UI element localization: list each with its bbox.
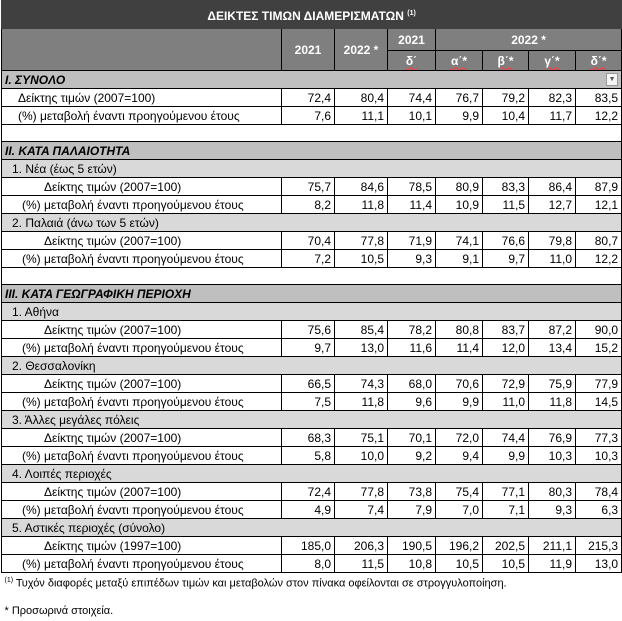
row-label: (%) μεταβολή έναντι προηγούμενου έτους [2,339,282,357]
subsection-new [2,160,622,178]
value-cell: 80,3 [529,483,576,501]
value-cell: 7,0 [436,501,483,519]
spacer-cell [2,268,622,285]
value-cell: 9,1 [436,250,483,268]
subsection-urban-total [2,519,622,537]
header-q4-2021 [388,51,436,71]
row-label: (%) μεταβολή έναντι προηγούμενου έτους [2,196,282,214]
row-label: Δείκτης τιμών (2007=100) [2,178,282,196]
subsection-other-cities [2,411,622,429]
value-cell: 9,9 [483,447,529,465]
value-cell: 87,9 [576,178,622,196]
value-cell: 12,2 [576,107,622,125]
value-cell: 11,6 [388,339,436,357]
old-index-row [2,232,622,250]
value-cell: 74,3 [335,375,388,393]
value-cell: 68,0 [388,375,436,393]
value-cell: 12,0 [483,339,529,357]
value-cell: 13,0 [335,339,388,357]
value-cell: 9,4 [436,447,483,465]
row-label: (%) μεταβολή έναντι προηγούμενου έτους [2,501,282,519]
section-total [2,71,622,89]
table-title [2,1,622,29]
value-cell: 80,9 [436,178,483,196]
header-row-years [2,29,622,51]
header-q2-2022-text: β΄* [497,53,514,68]
value-cell: 70,4 [282,232,335,250]
subsection-athens [2,303,622,321]
subsection-old [2,214,622,232]
row-label: Δείκτης τιμών (2007=100) [2,483,282,501]
value-cell: 9,3 [388,250,436,268]
footnote-1-mark: (1) [4,577,14,584]
value-cell: 79,2 [483,89,529,107]
value-cell: 9,6 [388,393,436,411]
value-cell: 76,9 [529,429,576,447]
value-cell: 10,0 [335,447,388,465]
value-cell: 11,8 [335,393,388,411]
value-cell: 77,8 [335,232,388,250]
header-q3-2022-text: γ΄* [544,53,560,68]
value-cell: 85,4 [335,321,388,339]
value-cell: 72,4 [282,483,335,501]
value-cell: 77,9 [576,375,622,393]
athens-index-row [2,321,622,339]
value-cell: 7,9 [388,501,436,519]
value-cell: 83,7 [483,321,529,339]
row-label: Δείκτης τιμών (1997=100) [2,537,282,555]
value-cell: 10,5 [436,555,483,573]
title-note-mark: (1) [407,9,416,17]
header-q3-2022 [529,51,576,71]
value-cell: 10,4 [483,107,529,125]
row-label: Δείκτης τιμών (2007=100) [2,321,282,339]
subsection-thessaloniki [2,357,622,375]
urban-index-row [2,537,622,555]
value-cell: 9,7 [483,250,529,268]
value-cell: 71,9 [388,232,436,250]
value-cell: 75,1 [335,429,388,447]
spacer-cell [2,125,622,142]
footnote-spacer [2,592,622,602]
spacer-row [2,125,622,142]
value-cell: 83,5 [576,89,622,107]
value-cell: 84,6 [335,178,388,196]
filter-dropdown-icon[interactable]: ▼ [606,73,618,86]
value-cell: 90,0 [576,321,622,339]
section-age-label: II. ΚΑΤΑ ΠΑΛΑΙΟΤΗΤΑ [2,142,622,160]
value-cell: 74,4 [483,429,529,447]
row-label: (%) μεταβολή έναντι προηγούμενου έτους [2,393,282,411]
section-total-label: I. ΣΥΝΟΛΟ [5,72,66,87]
value-cell: 11,4 [388,196,436,214]
value-cell: 7,6 [282,107,335,125]
value-cell: 185,0 [282,537,335,555]
value-cell: 7,2 [282,250,335,268]
value-cell: 9,9 [436,107,483,125]
value-cell: 11,5 [335,555,388,573]
other-cities-index-row [2,429,622,447]
value-cell: 11,4 [436,339,483,357]
value-cell: 196,2 [436,537,483,555]
value-cell: 11,8 [335,196,388,214]
value-cell: 5,8 [282,447,335,465]
value-cell: 75,7 [282,178,335,196]
subsection-other-cities-label: 3. Άλλες μεγάλες πόλεις [2,411,622,429]
value-cell: 11,0 [529,250,576,268]
value-cell: 70,1 [388,429,436,447]
value-cell: 75,9 [529,375,576,393]
value-cell: 72,0 [436,429,483,447]
total-index-row [2,89,622,107]
value-cell: 12,2 [576,250,622,268]
value-cell: 7,1 [483,501,529,519]
value-cell: 66,5 [282,375,335,393]
value-cell: 15,2 [576,339,622,357]
value-cell: 83,3 [483,178,529,196]
header-q2-2022 [483,51,529,71]
value-cell: 72,4 [282,89,335,107]
value-cell: 80,7 [576,232,622,250]
row-label: (%) μεταβολή έναντι προηγούμενου έτους [2,250,282,268]
value-cell: 7,5 [282,393,335,411]
new-index-row [2,178,622,196]
footnote-2: * Προσωρινά στοιχεία. [4,604,114,617]
other-cities-pct-row [2,447,622,465]
value-cell: 76,7 [436,89,483,107]
footnote-1-text: Τυχόν διαφορές μεταξύ επιπέδων τιμών και μεταβολών στον πίνακα οφείλονται σε στρογγυλοποίηση. [13,577,507,590]
footnote-row-1 [2,573,622,592]
new-pct-row [2,196,622,214]
value-cell: 79,8 [529,232,576,250]
row-label: (%) μεταβολή έναντι προηγούμενου έτους [2,107,282,125]
subsection-athens-label: 1. Αθήνα [2,303,622,321]
value-cell: 8,2 [282,196,335,214]
row-label: Δείκτης τιμών (2007=100) [2,429,282,447]
athens-pct-row [2,339,622,357]
section-total-cell[interactable] [2,71,622,89]
value-cell: 10,5 [483,555,529,573]
thessaloniki-index-row [2,375,622,393]
value-cell: 78,4 [576,483,622,501]
value-cell: 4,9 [282,501,335,519]
table-title-text: ΔΕΙΚΤΕΣ ΤΙΜΩΝ ΔΙΑΜΕΡΙΣΜΑΤΩΝ [207,8,404,23]
value-cell: 72,9 [483,375,529,393]
value-cell: 70,6 [436,375,483,393]
value-cell: 11,1 [335,107,388,125]
header-quarter-year-2021: 2021 [388,29,436,51]
spacer-row [2,268,622,285]
value-cell: 78,2 [388,321,436,339]
value-cell: 11,5 [483,196,529,214]
value-cell: 75,4 [436,483,483,501]
value-cell: 206,3 [335,537,388,555]
row-label: (%) μεταβολή έναντι προηγούμενου έτους [2,447,282,465]
value-cell: 77,1 [483,483,529,501]
subsection-urban-total-label: 5. Αστικές περιοχές (σύνολο) [2,519,622,537]
section-geo [2,285,622,303]
value-cell: 211,1 [529,537,576,555]
value-cell: 80,8 [436,321,483,339]
value-cell: 202,5 [483,537,529,555]
value-cell: 10,8 [388,555,436,573]
header-2022p: 2022 * [335,29,388,71]
subsection-old-label: 2. Παλαιά (άνω των 5 ετών) [2,214,622,232]
value-cell: 9,7 [282,339,335,357]
value-cell: 6,3 [576,501,622,519]
value-cell: 10,3 [576,447,622,465]
value-cell: 68,3 [282,429,335,447]
row-label: (%) μεταβολή έναντι προηγούμενου έτους [2,555,282,573]
value-cell: 80,4 [335,89,388,107]
subsection-new-label: 1. Νέα (έως 5 ετών) [2,160,622,178]
value-cell: 9,3 [529,501,576,519]
subsection-other-areas-label: 4. Λοιπές περιοχές [2,465,622,483]
value-cell: 9,2 [388,447,436,465]
value-cell: 12,1 [576,196,622,214]
value-cell: 215,3 [576,537,622,555]
value-cell: 10,5 [335,250,388,268]
footnote-spacer-cell [2,592,622,602]
value-cell: 12,7 [529,196,576,214]
old-pct-row [2,250,622,268]
value-cell: 77,3 [576,429,622,447]
apartment-price-index-table [1,0,622,620]
section-age [2,142,622,160]
value-cell: 9,9 [436,393,483,411]
value-cell: 74,4 [388,89,436,107]
header-q4-2021-text: δ΄ [405,53,418,68]
value-cell: 13,4 [529,339,576,357]
header-q1-2022-text: α΄* [450,53,468,68]
subsection-thessaloniki-label: 2. Θεσσαλονίκη [2,357,622,375]
value-cell: 10,9 [436,196,483,214]
header-q4-2022 [576,51,622,71]
urban-pct-row [2,555,622,573]
header-2021: 2021 [282,29,335,71]
value-cell: 78,5 [388,178,436,196]
value-cell: 82,3 [529,89,576,107]
table-title-row [2,1,622,29]
value-cell: 10,3 [529,447,576,465]
footnote-1 [2,573,622,592]
value-cell: 77,8 [335,483,388,501]
value-cell: 86,4 [529,178,576,196]
value-cell: 73,8 [388,483,436,501]
value-cell: 10,1 [388,107,436,125]
value-cell: 13,0 [576,555,622,573]
other-areas-index-row [2,483,622,501]
value-cell: 87,2 [529,321,576,339]
total-pct-row [2,107,622,125]
header-q4-2022-text: δ΄* [590,53,607,68]
subsection-other-areas [2,465,622,483]
value-cell: 11,0 [483,393,529,411]
thessaloniki-pct-row [2,393,622,411]
value-cell: 8,0 [282,555,335,573]
header-quarter-year-2022: 2022 * [436,29,622,51]
value-cell: 11,7 [529,107,576,125]
row-label: Δείκτης τιμών (2007=100) [2,375,282,393]
header-blank-cell [2,29,282,71]
value-cell: 11,9 [529,555,576,573]
section-geo-label: III. ΚΑΤΑ ΓΕΩΓΡΑΦΙΚΗ ΠΕΡΙΟΧΗ [2,285,622,303]
value-cell: 75,6 [282,321,335,339]
value-cell: 74,1 [436,232,483,250]
value-cell: 76,6 [483,232,529,250]
value-cell: 190,5 [388,537,436,555]
value-cell: 11,8 [529,393,576,411]
value-cell: 14,5 [576,393,622,411]
row-label: Δείκτης τιμών (2007=100) [2,89,282,107]
header-q1-2022 [436,51,483,71]
row-label: Δείκτης τιμών (2007=100) [2,232,282,250]
footnote-row-2 [2,602,622,620]
value-cell: 7,4 [335,501,388,519]
other-areas-pct-row [2,501,622,519]
